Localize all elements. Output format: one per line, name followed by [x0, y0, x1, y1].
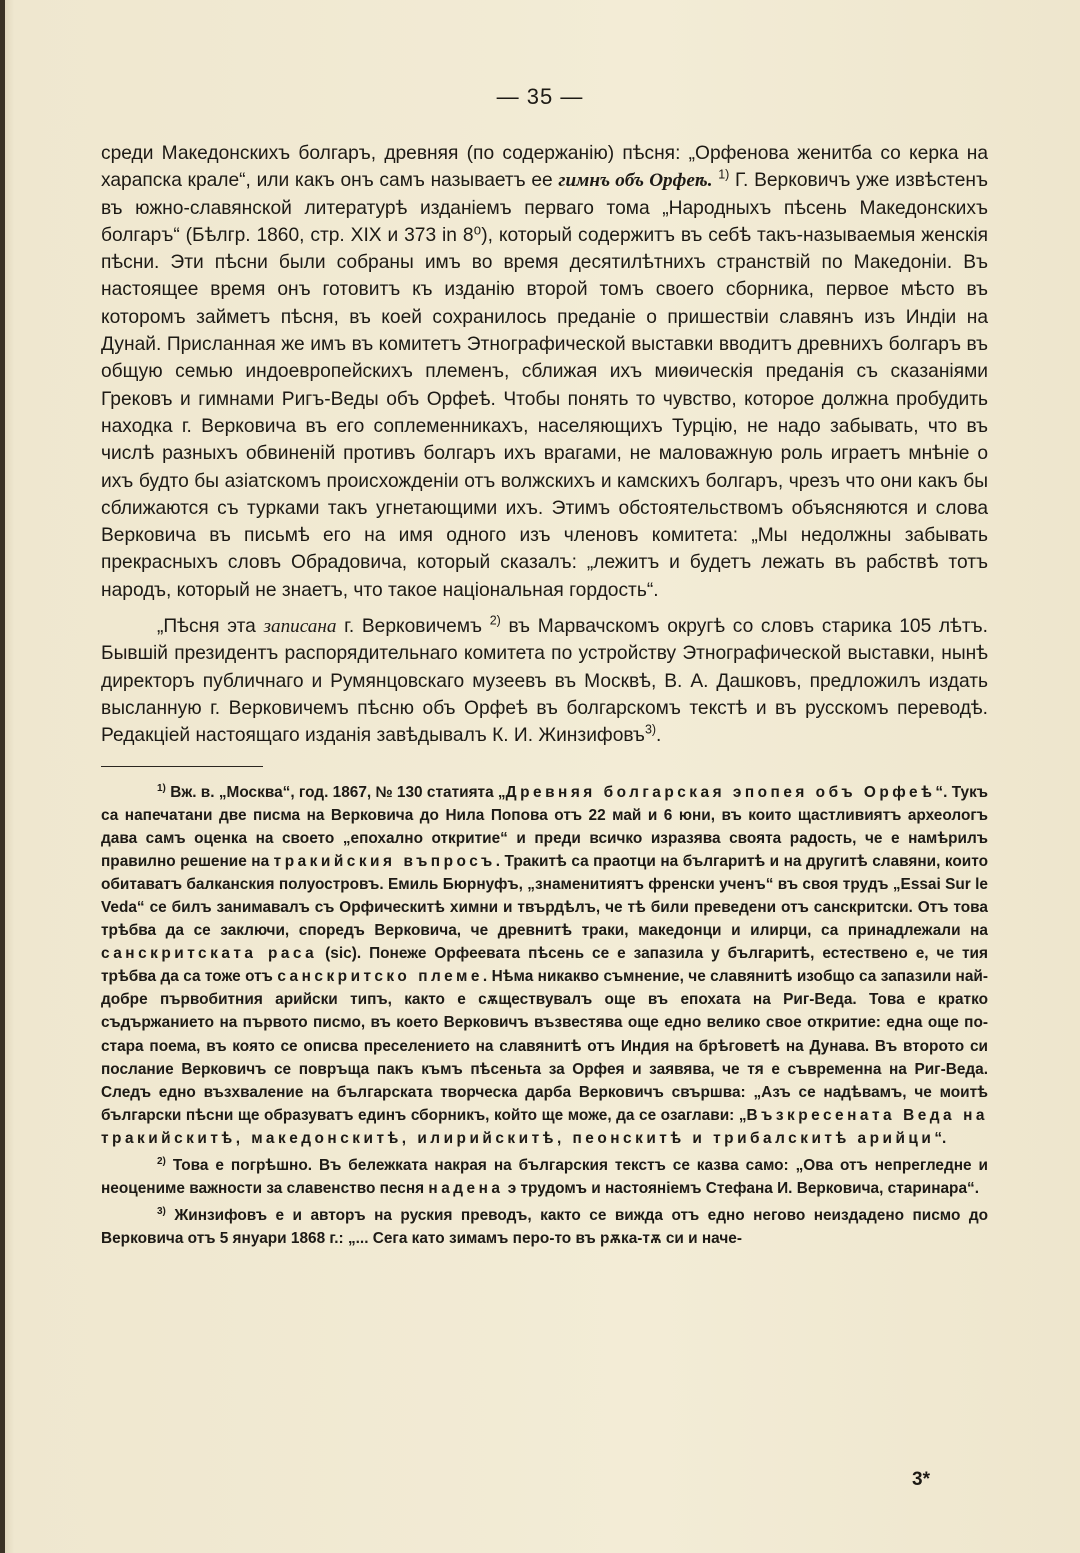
body-text-run: среди Македонскихъ болгаръ, древняя (по содержанію) пѣсня: „Орфенова женитба со керка на харапска крале“, или какъ онъ самъ называетъ ее — [101, 143, 988, 192]
spaced-phrase: тракийския въпросъ — [273, 852, 496, 870]
body-text-run: . — [656, 725, 662, 747]
footnote-mark: 1) — [157, 782, 166, 794]
spaced-word: надена — [428, 1180, 504, 1198]
body-paragraph-2 — [101, 613, 988, 749]
footnote-text-run: (sic). Понеже Орфеевата пѣсень се е запазила у българитѣ, естествено е, че тия трѣбва да са тоже отъ — [101, 945, 988, 986]
body-text-run: г. Верковичемъ — [336, 616, 483, 638]
page-spine-edge — [0, 0, 5, 1553]
footnote-text-run: Това е погрѣшно. Въ бележката накрая на българския текстъ се казва само: „Ова отъ непрегледне и неоцениме важности за славенство песня — [101, 1157, 988, 1198]
footnote-mark: 2) — [157, 1155, 166, 1167]
footnote-2 — [101, 1154, 988, 1200]
body-text-run: „Пѣсня эта — [157, 616, 264, 638]
footnote-text-run: Жинзифовъ е и авторъ на руския преводъ, както се вижда отъ едно негово неиздадено писмо до Верковича отъ 5 януари 1868 г.: „... Сега като зимамъ перо-то въ рѫка-тѫ си и наче- — [101, 1207, 988, 1248]
footnote-1 — [101, 781, 988, 1151]
footnote-divider — [101, 766, 263, 767]
footnote-text-run: э трудомъ и настояніемъ Стефана И. Верковича, старинара“. — [503, 1180, 979, 1198]
footnote-text-run: . Нѣма никакво съмнение, че славянитѣ изобщо са запазили най-добре първобитния арийски типъ, както е сѫществувалъ още въ епохата на Риг-Веда. Това е кратко съдържанието на първото писмо, въ което Верковичъ възвестява още едно велико свое откритие: една още по-стара поема, въ която се описва преселението на славянитѣ отъ Индия на брѣговетѣ на Дунава. Въ второто си послание Верковичъ се повръща пакъ къмъ пѣсеньта за Орфея и заявява, че тя е съвременна на Риг-Веда. Следъ едно възхваление на българската творческа дарба Верковичъ свършва: „Азъ се надѣвамъ, че моитѣ български пѣсни ще образуватъ единъ сборникъ, който ще може, да се озаглави: „ — [101, 968, 988, 1124]
footnote-text-run: “. Тукъ са напечатани две писма на Верковича до Нила Попова отъ 22 май и 6 юни, въ които щастливиятъ археологъ дава самъ оценка на своето „епохално откритие“ и преди всичко изразява своята радость, че е намѣрилъ правилно решение на — [101, 783, 988, 870]
footnote-ref-3: 3) — [644, 722, 657, 737]
footnote-text-run: . Тракитѣ са праотци на българитѣ и на другитѣ славяни, които обитаватъ балканския полуостровъ. Емиль Бюрнуфъ, „знаменитиятъ френски ученъ“ въ своя трудъ „Essai Sur le Veda“ се билъ занимавалъ съ Орфическитѣ химни и твърдѣлъ, че тѣ били преведени отъ санскритски. Отъ това трѣбва да се заключи, споредъ Верковича, че древнитѣ траки, македонци и илирци, са принадлежали на — [101, 852, 988, 940]
footnote-ref-2: 2) — [489, 613, 501, 628]
printer-signature-mark: 3* — [912, 1469, 930, 1490]
footnote-3 — [101, 1204, 988, 1250]
footnote-mark: 3) — [157, 1206, 166, 1218]
footnote-text-run: Вж. в. „Москва“, год. 1867, № 130 статията „ — [165, 783, 506, 801]
body-text-run: Г. Верковичъ уже извѣстенъ въ южно-славянской литературѣ изданіемъ перваго тома „Народныхъ пѣсень Македонскихъ болгаръ“ (Бѣлгр. 1860, стр. XIX и 373 in 8⁰), который содержитъ въ себѣ такъ-называемыя женскія пѣсни. Эти пѣсни были собраны имъ во время десятилѣтнихъ странствій по Македоніи. Въ настоящее время онъ готовитъ къ изданію второй томъ своего сборника, первое мѣсто въ которомъ займетъ пѣсня, въ коей сохранилось преданіе о пришествіи славянъ изъ Индіи на Дунай. Присланная же имъ въ комитетъ Этнографической выставки вводитъ древнихъ болгаръ въ общую семью индоевропейскихъ племенъ, сближая ихъ миѳическія преданія съ сказаніями Грековъ и гимнами Ригъ-Веды объ Орфеѣ. Чтобы понять то чувство, которое должна пробудить находка г. Верковича въ его соплеменникахъ, населяющихъ Турцію, не надо забывать, что въ числѣ разныхъ обвиненій противъ болгаръ ихъ врагами, не маловажную роль играетъ мнѣніе о ихъ будто бы азіатскомъ происхожденіи отъ волжскихъ и камскихъ болгаръ, чрезъ что они какъ бы сближаются съ турками такъ угнетающими ихъ. Этимъ обстоятельствомъ объясняются и слова Верковича въ письмѣ его на имя одного изъ членовъ комитета: „Мы недолжны забывать прекрасныхъ словъ Обрадовича, который сказалъ: „лежитъ и будетъ лежать въ рабствѣ тотъ народъ, который не знаетъ, что такое національная гордость“. — [101, 170, 989, 601]
footnote-ref-1: 1) — [718, 167, 730, 182]
footnote-text-run: “. — [934, 1129, 947, 1147]
spaced-title: Възкресената Веда на тракийскитѣ, македонскитѣ, илирийскитѣ, пеонскитѣ и трибалскитѣ арийци — [101, 1106, 988, 1147]
spaced-phrase: санскритската раса — [101, 945, 318, 963]
emphasized-title: гимнъ объ Орфеѣ. — [558, 170, 713, 192]
page-number: — 35 — — [496, 84, 584, 109]
spaced-title: Древняя болгарская эпопея объ Орфеѣ — [505, 783, 936, 801]
emphasized-word: записана — [263, 616, 337, 638]
page-content — [101, 140, 988, 1250]
body-text-run: въ Марвачскомъ округѣ со словъ старика 105 лѣтъ. Бывшій президентъ распорядительнаго комитета по устройству Этнографической выставки, нынѣ директоръ публичнаго и Румянцовскаго музеевъ въ Москвѣ, В. А. Дашковъ, предложилъ издать высланную г. Верковичемъ пѣсню объ Орфеѣ въ болгарскомъ текстѣ и въ русскомъ переводѣ. Редакціей настоящаго изданія завѣдывалъ К. И. Жинзифовъ — [101, 616, 988, 747]
footnotes — [101, 781, 988, 1251]
main-text — [101, 140, 988, 750]
body-paragraph-1 — [101, 140, 988, 604]
spaced-phrase: санскритско племе — [277, 968, 483, 986]
